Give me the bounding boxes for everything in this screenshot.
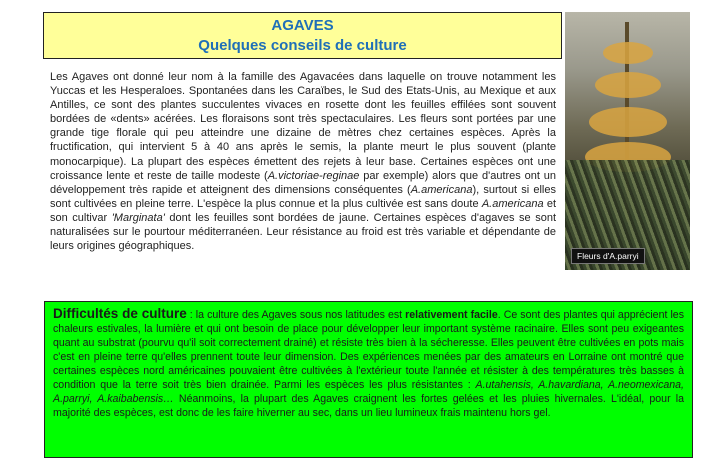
cultivar-name: 'Marginata'	[111, 211, 165, 224]
difficulties-text: : la culture des Agaves sous nos latitudes est	[186, 309, 406, 321]
intro-text: dont les feuilles sont bordées de jaune. Certaines espèces d'agaves se sont naturalisées sur le pourtour méditerranéen. Leur résistance au froid est très variable et dépendante de leurs origines géographiques.	[50, 211, 556, 253]
page-subtitle: Quelques conseils de culture	[198, 37, 407, 54]
intro-paragraph	[50, 70, 556, 253]
difficulties-text: . Ce sont des plantes qui apprécient les chaleurs estivales, la lumière et qui ont besoin de place pour développer leur important système racinaire. Elles sont peu exigeantes quant au substrat (pourvu qu'il soit correctement drainé) et résiste très bien à la sécheresse. Elles peuvent être cultivées en pots mais c'est en pleine terre qu'elles prennent toute leur dimension. Des expériences menées par des amateurs en Lorraine ont montré que certaines espèces nord américaines pouvaient être cultivées à l'extérieur toute l'année et résister à des températures très basses à condition que la terre soit très bien drainée. Parmi les espèces les plus résistantes :	[53, 309, 684, 391]
photo-caption: Fleurs d'A.parryi	[571, 248, 645, 264]
species-name: A.americana	[481, 197, 544, 210]
intro-text: et son cultivar	[50, 197, 557, 224]
flower-cluster	[603, 42, 653, 64]
resistant-species-list: A.utahensis, A.havardiana, A.neomexicana, A.parryi, A.kaibabensis…	[53, 379, 684, 405]
intro-text: Les Agaves ont donné leur nom à la famille des Agavacées dans laquelle on trouve notamment les Yuccas et les Hesperaloes. Spontanées dans les Caraïbes, le Sud des Etats-Unis, au Mexique et aux Antilles, ce sont des plantes succulentes vivaces en rosette dont les feuilles effilées sont souvent bordées de «dents» acérées. Les floraisons sont très spectaculaires. Les fleurs sont portées par une grande tige florale qui peu atteindre une dizaine de mètres chez certaines espèces. Après la fructification, qui intervient 5 à 40 ans après le semis, la plante meurt le plus souvent (plante monocarpique). La plupart des espèces émettent des rejets à leur base. Certaines espèces ont une croissance lente et reste de taille modeste (	[50, 71, 556, 182]
difficulties-heading: Difficultés de culture	[53, 306, 187, 321]
species-name: A.victoriae-reginae	[267, 169, 360, 182]
difficulties-emphasis: relativement facile	[405, 309, 498, 321]
species-name: A.americana	[410, 183, 473, 196]
intro-text: par exemple) alors que d'autres ont un développement très rapide et atteignent des dimensions conséquentes (	[50, 169, 556, 196]
page-title: AGAVES	[271, 17, 334, 34]
intro-text: ), surtout si elles sont cultivées en pleine terre. L'espèce la plus connue et la plus cultivée est sans doute	[50, 183, 556, 210]
title-box	[43, 12, 562, 59]
flower-cluster	[595, 72, 661, 98]
agave-flower-photo	[565, 12, 690, 270]
flower-cluster	[589, 107, 667, 137]
difficulties-box	[44, 301, 693, 458]
difficulties-text: Néanmoins, la plupart des Agaves craignent les fortes gelées et les pluies hivernales. L'idéal, pour la majorité des espèces, est donc de les faire hiverner au sec, dans un lieu lumineux frais maintenu hors gel.	[53, 393, 685, 419]
